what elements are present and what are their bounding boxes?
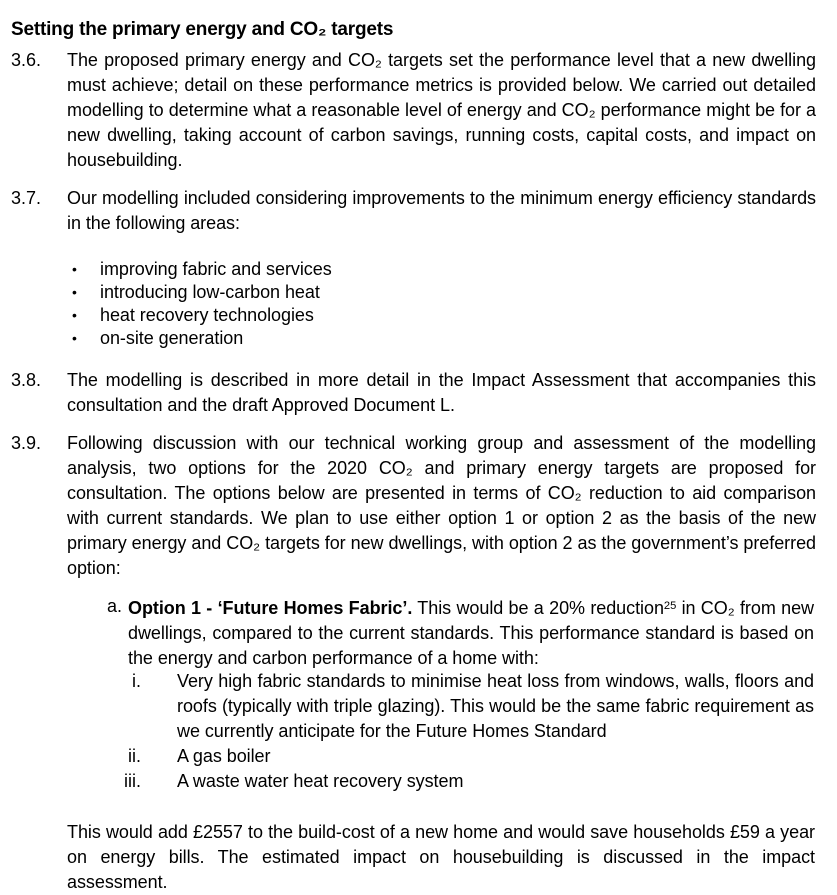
page-title-text: Setting the primary energy and CO₂ targets <box>11 18 394 40</box>
list-item <box>67 327 807 350</box>
paragraph-text-3-9: Following discussion with our technical working group and assessment of the modelling analysis, two options for the 2020 CO₂ and primary energy targets are proposed for consultation. The options below are presented in terms of CO₂ reduction to aid comparison with current standards. We plan to use either option 1 or option 2 as the basis of the new primary energy and CO₂ targets for new dwellings, with option 2 as the government’s preferred option: <box>67 433 816 578</box>
option-letter: a. <box>106 596 122 616</box>
paragraph-3-6 <box>11 48 816 173</box>
option-1-body-part1: This would be a 20% reduction <box>412 598 664 619</box>
bullet-icon: • <box>72 330 77 346</box>
option-1-block <box>102 594 814 671</box>
bullet-icon: • <box>72 307 77 323</box>
list-item <box>67 258 807 281</box>
list-item <box>67 304 807 327</box>
list-item-label: improving fabric and services <box>100 259 332 279</box>
list-item <box>102 744 814 769</box>
list-item-label: introducing low-carbon heat <box>100 282 320 302</box>
closing-paragraph: This would add £2557 to the build-cost of a new home and would save households £59 a year on energy bills. The estimated impact on housebuilding is discussed in the impact assessment. <box>67 822 815 892</box>
list-item <box>67 281 807 304</box>
sub-list-text: A gas boiler <box>177 746 271 766</box>
sub-list-numeral: iii. <box>124 771 141 791</box>
sub-list-text: A waste water heat recovery system <box>177 771 464 791</box>
sub-list-numeral: ii. <box>128 746 141 766</box>
list-item-label: on-site generation <box>100 328 244 348</box>
option-1-body-part2: in CO₂ from new dwellings, compared to the current standards. This performance standard is based on the energy and carbon performance of a home with: <box>128 598 814 669</box>
paragraph-number-3-9: 3.9. <box>11 433 42 453</box>
paragraph-3-7 <box>11 186 816 236</box>
bullet-icon: • <box>72 284 77 300</box>
paragraph-text-3-8: The modelling is described in more detail in the Impact Assessment that accompanies this consultation and the draft Approved Document L. <box>67 370 816 415</box>
sub-list-text: Very high fabric standards to minimise heat loss from windows, walls, floors and roofs (typically with triple glazing). This would be the same fabric requirement as we currently anticipate for the Future Homes Standard <box>177 671 814 741</box>
option-1-title: Option 1 - ‘Future Homes Fabric’. <box>128 598 413 619</box>
bullet-icon: • <box>72 261 77 277</box>
paragraph-text-3-7: Our modelling included considering improvements to the minimum energy efficiency standards in the following areas: <box>67 188 816 233</box>
paragraph-text-3-6: The proposed primary energy and CO₂ targets set the performance level that a new dwelling must achieve; detail on these performance metrics is provided below. We carried out detailed modelling to determine what a reasonable level of energy and CO₂ performance might be for a new dwelling, taking account of carbon savings, running costs, capital costs, and impact on housebuilding. <box>67 50 816 170</box>
paragraph-3-8 <box>11 368 816 418</box>
list-item <box>102 769 814 794</box>
paragraph-number-3-7: 3.7. <box>11 188 42 208</box>
page-title <box>11 18 393 41</box>
energy-efficiency-bullet-list <box>67 258 807 350</box>
sub-list-numeral: i. <box>132 671 141 691</box>
option-1-sub-list <box>102 669 814 794</box>
footnote-reference: 25 <box>663 600 677 612</box>
list-item <box>102 669 814 744</box>
option-1-text <box>128 594 814 671</box>
paragraph-number-3-6: 3.6. <box>11 50 42 70</box>
paragraph-3-9 <box>11 431 816 581</box>
list-item-label: heat recovery technologies <box>100 305 314 325</box>
paragraph-number-3-8: 3.8. <box>11 370 42 390</box>
